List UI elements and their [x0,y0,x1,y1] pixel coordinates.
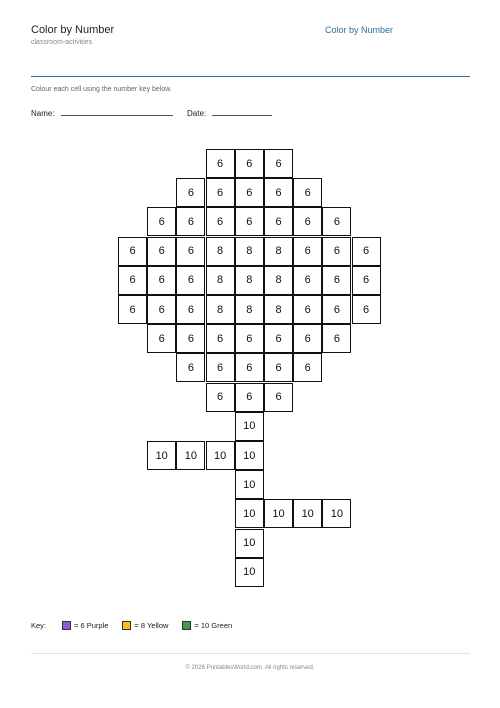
grid-cell[interactable]: 6 [264,149,293,178]
grid-cell[interactable]: 6 [176,295,205,324]
grid-cell[interactable]: 6 [206,178,235,207]
grid-cell[interactable]: 10 [147,441,176,470]
grid-cell[interactable]: 6 [235,383,264,412]
grid-cell[interactable]: 6 [293,266,322,295]
grid-cell[interactable]: 6 [352,266,381,295]
grid-cell[interactable]: 8 [206,295,235,324]
footer-divider [31,653,470,654]
grid-cell[interactable]: 6 [293,178,322,207]
grid-cell[interactable]: 8 [235,266,264,295]
grid-cell[interactable]: 6 [235,149,264,178]
grid-cell[interactable]: 6 [176,237,205,266]
grid-cell[interactable]: 6 [147,207,176,236]
grid-cell[interactable]: 10 [176,441,205,470]
grid-cell[interactable]: 10 [235,470,264,499]
grid-cell[interactable]: 6 [322,207,351,236]
key-item-6 [62,621,108,630]
grid-cell[interactable]: 10 [235,441,264,470]
grid-cell[interactable]: 10 [206,441,235,470]
key-text-6: = 6 Purple [74,621,109,630]
grid-cell[interactable]: 6 [176,324,205,353]
grid-cell[interactable]: 6 [118,266,147,295]
grid-cell[interactable]: 6 [206,149,235,178]
grid-cell[interactable]: 6 [293,207,322,236]
grid-cell[interactable]: 6 [206,383,235,412]
grid-cell[interactable]: 8 [235,295,264,324]
grid-cell[interactable]: 6 [206,324,235,353]
grid-cell[interactable]: 6 [322,295,351,324]
key-swatch-yellow [122,621,131,630]
grid-cell[interactable]: 6 [118,237,147,266]
grid-cell[interactable]: 8 [235,237,264,266]
grid-cell[interactable]: 10 [235,499,264,528]
grid-cell[interactable]: 6 [176,353,205,382]
grid-cell[interactable]: 6 [147,237,176,266]
grid-cell[interactable]: 10 [235,529,264,558]
footer-copyright: © 2026 PrintablesWorld.com. All rights reserved. [185,665,315,671]
grid-cell[interactable]: 6 [264,207,293,236]
grid-cell[interactable]: 6 [264,353,293,382]
grid-cell[interactable]: 6 [322,266,351,295]
grid-cell[interactable]: 6 [176,266,205,295]
grid-cell[interactable]: 6 [264,324,293,353]
grid-cell[interactable]: 6 [176,178,205,207]
grid-cell[interactable]: 6 [206,207,235,236]
grid-cell[interactable]: 8 [206,266,235,295]
instructions-text: Colour each cell using the number key below. [31,86,172,93]
key-label: Key: [31,621,47,630]
grid-cell[interactable]: 6 [235,353,264,382]
page-subtitle: classroom-activities [31,39,93,46]
grid-cell[interactable]: 6 [293,353,322,382]
key-text-10: = 10 Green [194,621,233,630]
key-swatch-green [182,621,191,630]
grid-cell[interactable]: 8 [264,295,293,324]
grid-cell[interactable]: 6 [235,207,264,236]
grid-cell[interactable]: 6 [147,266,176,295]
grid-cell[interactable]: 10 [322,499,351,528]
grid-cell[interactable]: 10 [235,412,264,441]
grid-cell[interactable]: 6 [235,178,264,207]
grid-cell[interactable]: 6 [293,324,322,353]
grid-cell[interactable]: 6 [206,353,235,382]
grid-cell[interactable]: 8 [264,266,293,295]
grid-cell[interactable]: 10 [264,499,293,528]
key-item-10 [182,621,232,630]
grid-cell[interactable]: 8 [206,237,235,266]
grid-cell[interactable]: 6 [147,324,176,353]
brand-label: Color by Number [325,25,394,35]
grid-cell[interactable]: 6 [176,207,205,236]
grid-cell[interactable]: 10 [235,558,264,587]
grid-cell[interactable]: 6 [118,295,147,324]
grid-cell[interactable]: 6 [293,295,322,324]
key-text-8: = 8 Yellow [134,621,169,630]
grid-cell[interactable]: 6 [322,324,351,353]
grid-cell[interactable]: 10 [293,499,322,528]
color-key [31,621,246,630]
key-swatch-purple [62,621,71,630]
grid-cell[interactable]: 6 [147,295,176,324]
grid-cell[interactable]: 6 [264,178,293,207]
grid-cell[interactable]: 6 [235,324,264,353]
grid-cell[interactable]: 6 [352,295,381,324]
grid-cell[interactable]: 6 [352,237,381,266]
name-label: Name: [31,109,55,118]
grid-cell[interactable]: 8 [264,237,293,266]
grid-cell[interactable]: 6 [293,237,322,266]
page-title: Color by Number [31,24,115,36]
date-label: Date: [187,109,207,118]
grid-cell[interactable]: 6 [322,237,351,266]
key-item-8 [122,621,168,630]
grid-cell[interactable]: 6 [264,383,293,412]
